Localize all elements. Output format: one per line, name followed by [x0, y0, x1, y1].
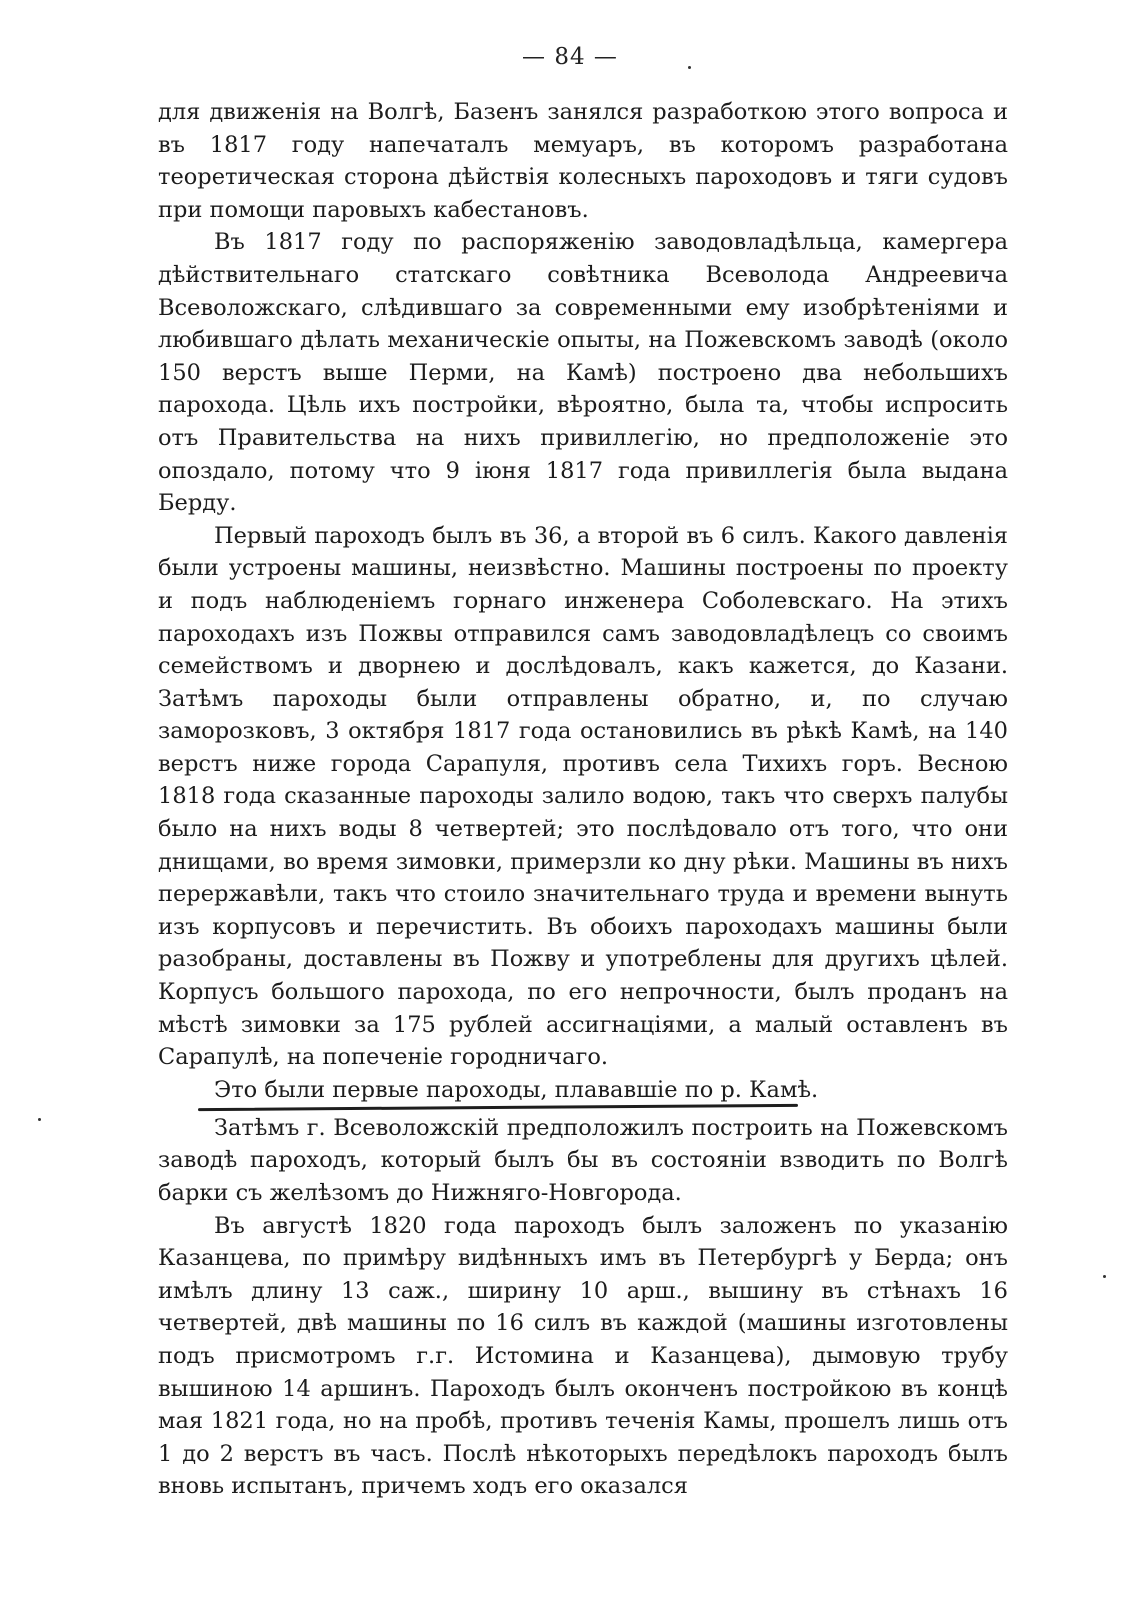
underlined-sentence: [158, 1074, 1008, 1112]
paragraph-1: для движенія на Волгѣ, Базенъ занялся разработкою этого вопроса и въ 1817 году напечаталъ мемуаръ, въ которомъ разработана теоретическая сторона дѣйствія колесныхъ пароходовъ и тяги судовъ при помощи паровыхъ кабестановъ.: [158, 99, 1008, 223]
underlined-sentence-text: Это были первые пароходы, плававшіе по р. Камѣ.: [214, 1076, 819, 1103]
page-number: — 84 —: [522, 44, 618, 70]
paragraph-2: Въ 1817 году по распоряженію заводовладѣльца, камергера дѣйствительнаго статскаго совѣтника Всеволода Андреевича Всеволожскаго, слѣдившаго за современными ему изобрѣтеніями и любившаго дѣлать механическіе опыты, на Пожевскомъ заводѣ (около 150 верстъ выше Перми, на Камѣ) построено два небольшихъ парохода. Цѣль ихъ постройки, вѣроятно, была та, чтобы испросить отъ Правительства на нихъ привиллегію, но предположеніе это опоздало, потому что 9 іюня 1817 года привиллегія была выдана Берду.: [158, 229, 1008, 517]
scan-speck: [38, 1118, 41, 1121]
paragraph-4: Затѣмъ г. Всеволожскій предположилъ построить на Пожевскомъ заводѣ пароходъ, который былъ бы въ состояніи взводить по Волгѣ барки съ желѣзомъ до Нижняго-Новгорода.: [158, 1114, 1008, 1206]
scan-speck: [688, 66, 691, 69]
paragraph-3: Первый пароходъ былъ въ 36, а второй въ 6 силъ. Какого давленія были устроены машины, неизвѣстно. Машины построены по проекту и подъ наблюденіемъ горнаго инженера Соболевскаго. На этихъ пароходахъ изъ Пожвы отправился самъ заводовладѣлецъ со своимъ семействомъ и дворнею и дослѣдовалъ, какъ кажется, до Казани. Затѣмъ пароходы были отправлены обратно, и, по случаю заморозковъ, 3 октября 1817 года остановились въ рѣкѣ Камѣ, на 140 верстъ ниже города Сарапуля, противъ села Тихихъ горъ. Весною 1818 года сказанные пароходы залило водою, такъ что сверхъ палубы было на нихъ воды 8 четвертей; это послѣдовало отъ того, что они днищами, во время зимовки, примерзли ко дну рѣки. Машины въ нихъ перержавѣли, такъ что стоило значительнаго труда и времени вынуть изъ корпусовъ и перечистить. Въ обоихъ пароходахъ машины были разобраны, доставлены въ Пожву и употреблены для другихъ цѣлей. Корпусъ большого парохода, по его непрочности, былъ проданъ на мѣстѣ зимовки за 175 рублей ассигнаціями, а малый оставленъ въ Сарапулѣ, на попеченіе городничаго.: [158, 522, 1008, 1071]
scan-speck: [1103, 1275, 1106, 1278]
paragraph-5: Въ августѣ 1820 года пароходъ былъ заложенъ по указанію Казанцева, по примѣру видѣнныхъ имъ въ Петербургѣ у Берда; онъ имѣлъ длину 13 саж., ширину 10 арш., вышину въ стѣнахъ 16 четвертей, двѣ машины по 16 силъ въ каждой (машины изготовлены подъ присмотромъ г.г. Истомина и Казанцева), дымовую трубу вышиною 14 аршинъ. Пароходъ былъ оконченъ постройкою въ концѣ мая 1821 года, но на пробѣ, противъ теченія Камы, прошелъ лишь отъ 1 до 2 верстъ въ часъ. Послѣ нѣкоторыхъ передѣлокъ пароходъ былъ вновь испытанъ, причемъ ходъ его оказался: [158, 1212, 1008, 1500]
body-text: [158, 96, 1008, 1503]
